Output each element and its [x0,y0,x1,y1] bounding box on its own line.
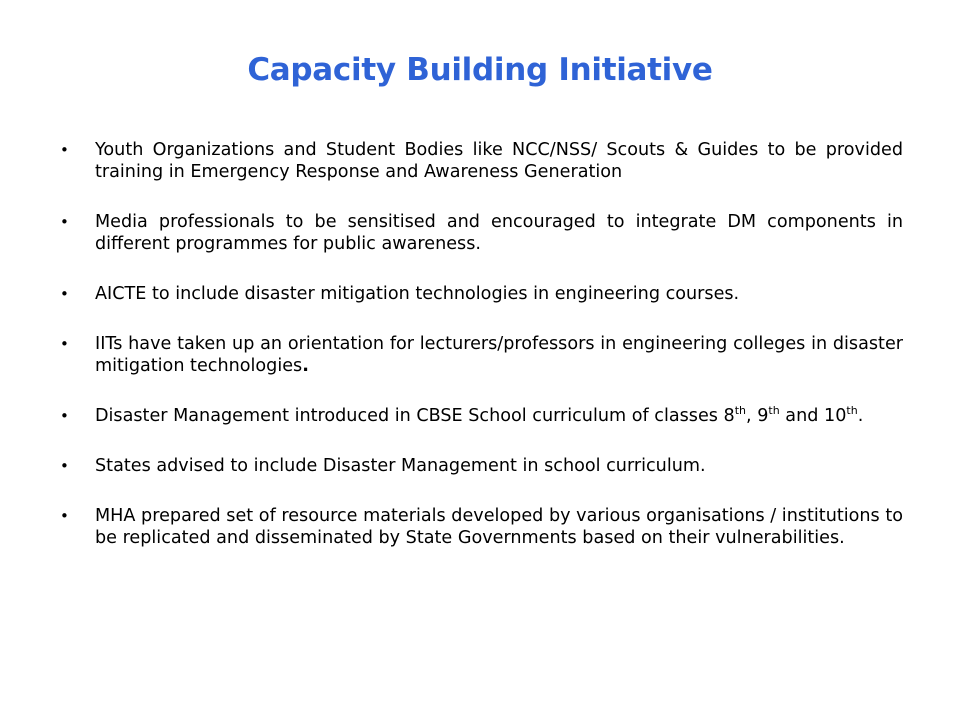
bullet-text: Disaster Management introduced in CBSE School curriculum of classes 8 [95,406,735,426]
bullet-text: . [857,406,864,426]
bullet-text: , 9 [746,406,769,426]
slide-title: Capacity Building Initiative [247,52,713,88]
bullet-item [60,139,903,183]
bullet-icon: • [60,457,69,475]
bullet-item [60,455,903,477]
bullet-item [60,405,903,427]
bullet-text: Youth Organizations and Student Bodies like NCC/NSS/ Scouts & Guides to be provided training in Emergency Response and Awareness Generation [95,140,903,182]
bullet-item [60,333,903,377]
bullet-item [60,211,903,255]
bullet-list [60,139,903,577]
superscript: th [846,404,858,418]
bullet-item [60,283,903,305]
bullet-icon: • [60,407,69,425]
bullet-text: AICTE to include disaster mitigation technologies in engineering courses. [95,284,740,304]
bullet-icon: • [60,141,69,159]
superscript: th [734,404,747,418]
bullet-icon: • [60,285,69,303]
bullet-text: and 10 [779,406,847,426]
bullet-text: Media professionals to be sensitised and encouraged to integrate DM components in different programmes for public awareness. [95,212,903,254]
bullet-text-suffix: . [302,356,309,376]
bullet-icon: • [60,213,69,231]
superscript: th [768,404,780,418]
bullet-icon: • [60,335,69,353]
bullet-text: States advised to include Disaster Management in school curriculum. [95,456,706,476]
bullet-text: MHA prepared set of resource materials developed by various organisations / institutions to be replicated and disseminated by State Governments based on their vulnerabilities. [95,506,903,548]
bullet-text: IITs have taken up an orientation for lecturers/professors in engineering colleges in disaster mitigation technologies [95,334,903,376]
bullet-icon: • [60,507,69,525]
bullet-item [60,505,903,549]
